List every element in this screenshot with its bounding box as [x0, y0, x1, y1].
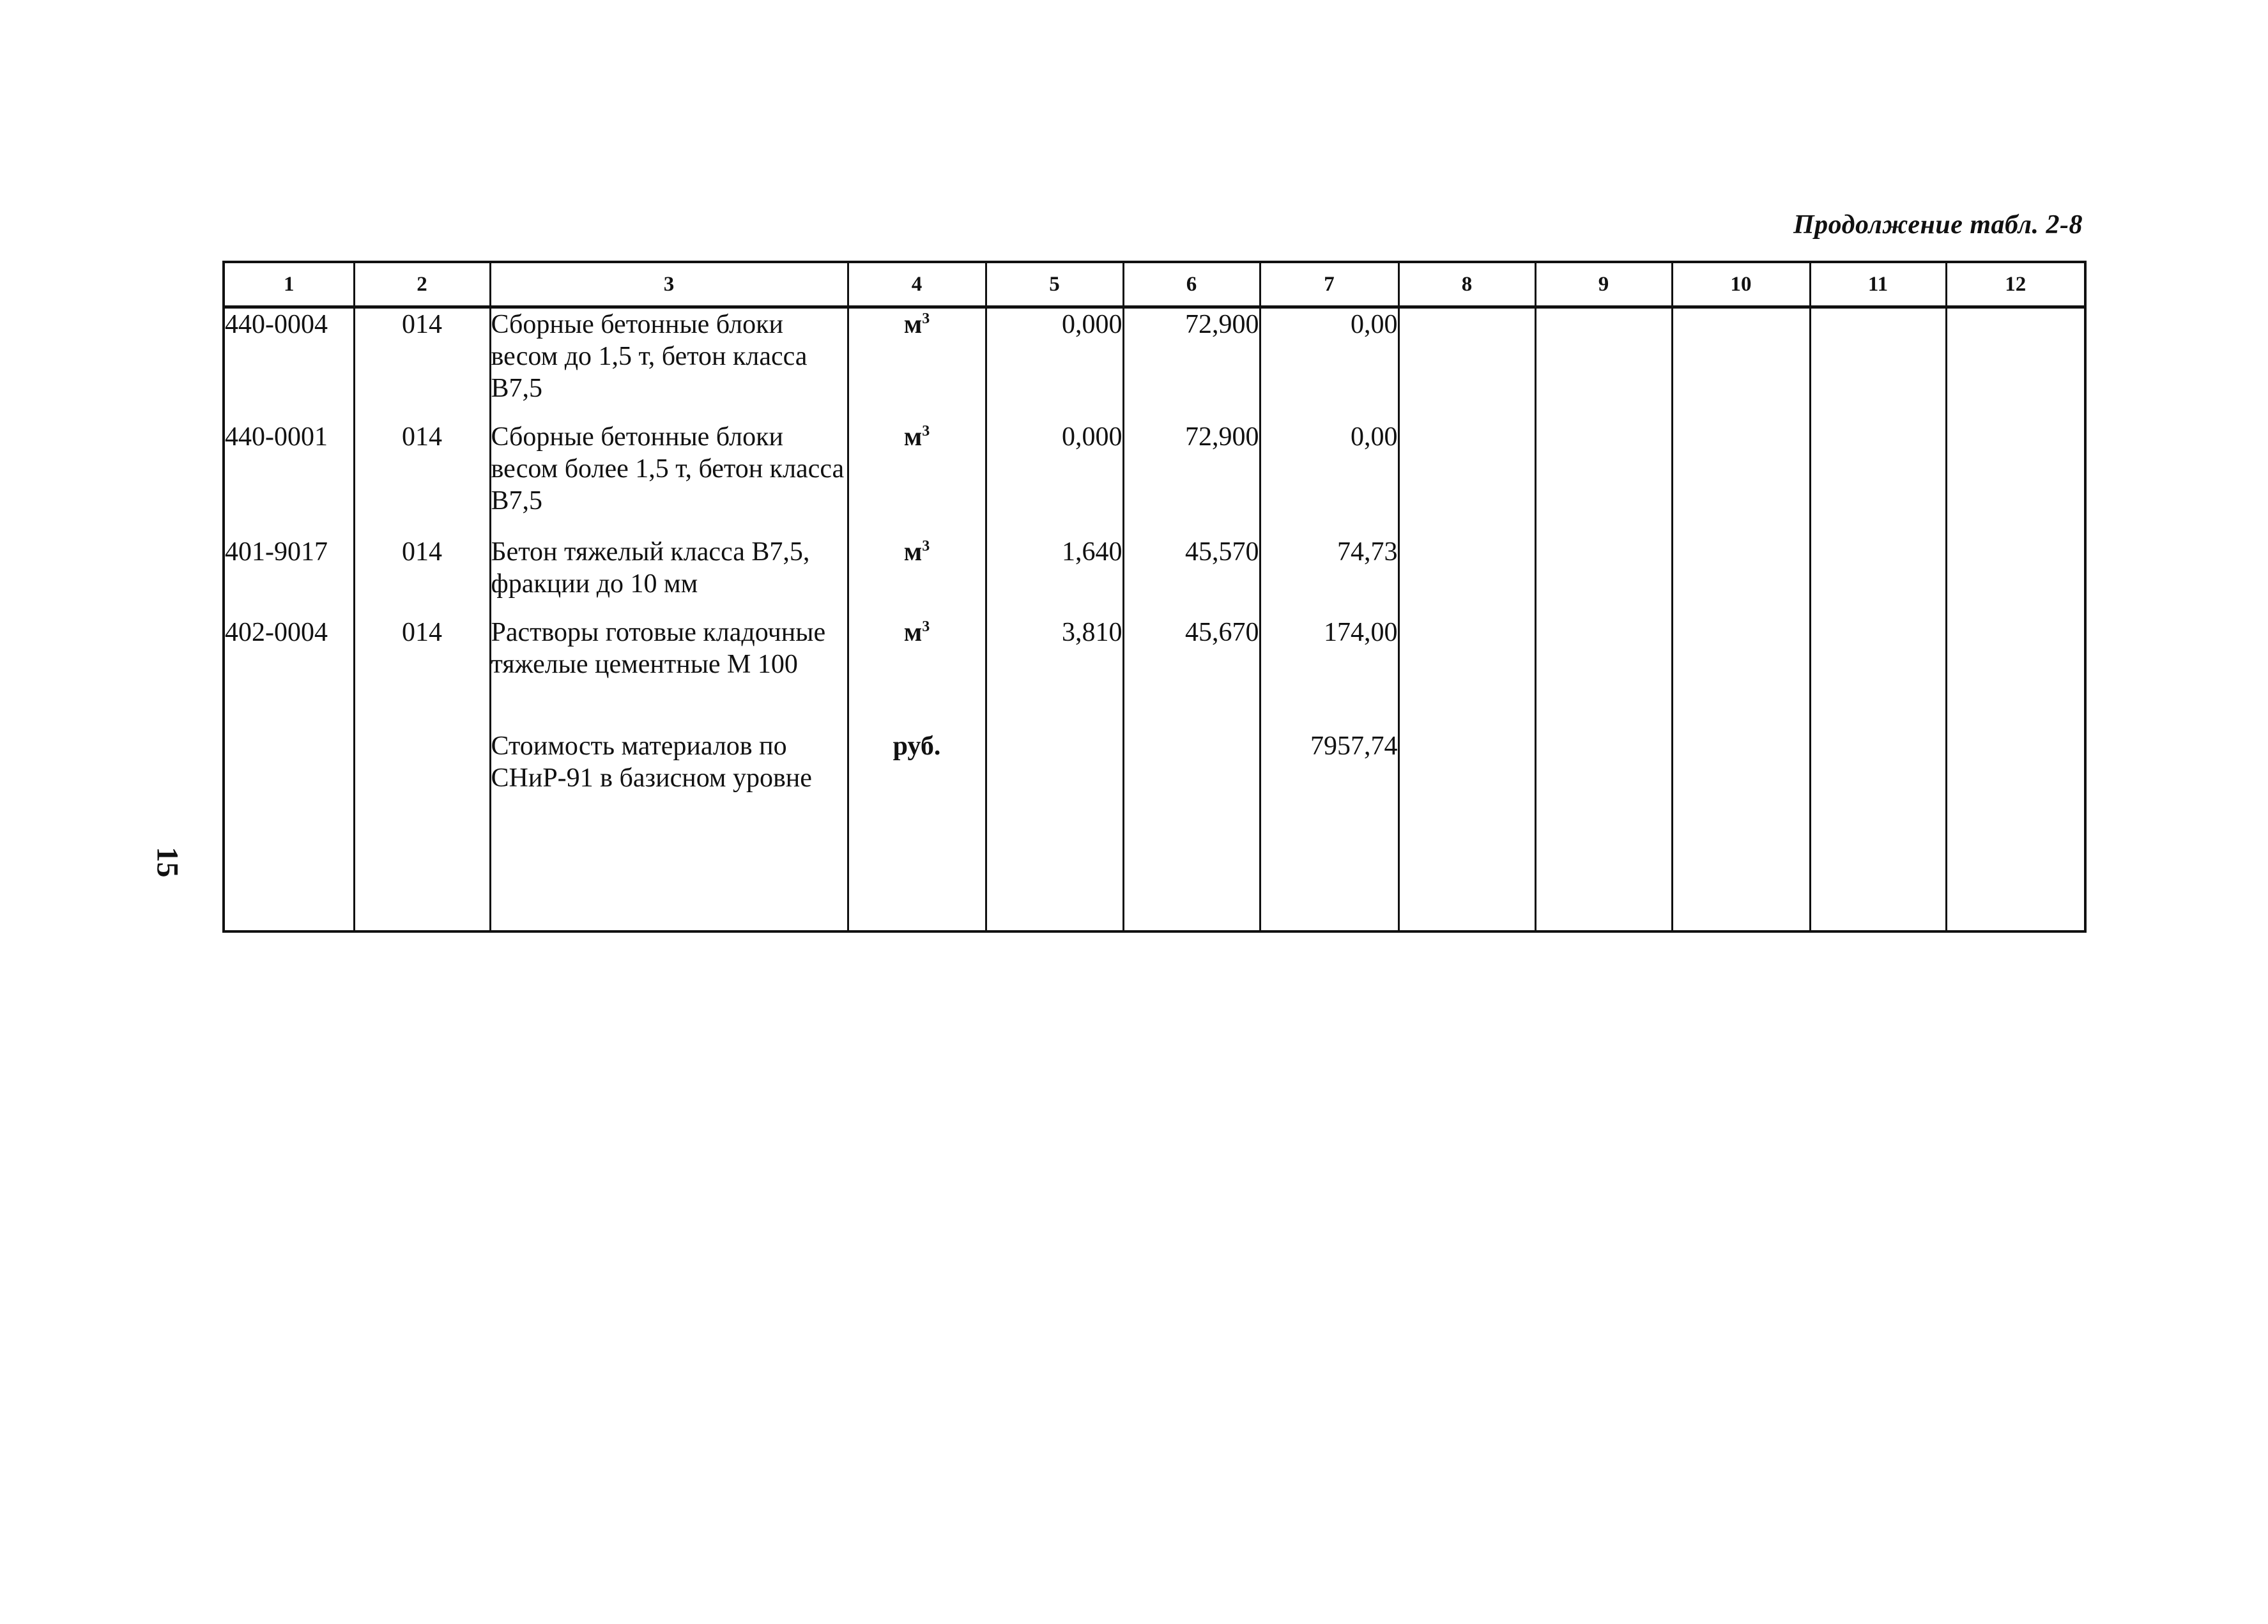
group-code: 014 — [354, 536, 490, 617]
table-row — [224, 536, 2085, 617]
resource-code — [224, 730, 354, 932]
column-header: 9 — [1535, 262, 1672, 307]
empty-cell — [1535, 730, 1672, 932]
quantity: 1,640 — [986, 536, 1123, 617]
column-header: 6 — [1123, 262, 1260, 307]
empty-cell — [1810, 307, 1946, 421]
empty-cell — [1398, 307, 1535, 421]
empty-cell — [1946, 730, 2085, 932]
unit-price: 45,570 — [1123, 536, 1260, 617]
group-code: 014 — [354, 421, 490, 536]
group-code: 014 — [354, 307, 490, 421]
resource-code: 440-0004 — [224, 307, 354, 421]
quantity: 0,000 — [986, 307, 1123, 421]
empty-cell — [1535, 421, 1672, 536]
empty-cell — [1672, 536, 1810, 617]
table-row — [224, 730, 2085, 932]
unit: руб. — [848, 730, 986, 932]
column-header: 1 — [224, 262, 354, 307]
empty-cell — [1946, 536, 2085, 617]
total-cost: 7957,74 — [1260, 730, 1398, 932]
resource-code: 402-0004 — [224, 617, 354, 730]
total-cost: 0,00 — [1260, 307, 1398, 421]
unit: $м^3$ — [848, 536, 986, 617]
resource-name: Сборные бетонные блоки весом более 1,5 т, бетон класса В7,5 — [490, 421, 848, 536]
empty-cell — [1810, 536, 1946, 617]
column-header: 2 — [354, 262, 490, 307]
empty-cell — [1535, 307, 1672, 421]
column-header: 10 — [1672, 262, 1810, 307]
empty-cell — [1398, 617, 1535, 730]
empty-cell — [1535, 536, 1672, 617]
empty-cell — [1535, 617, 1672, 730]
column-header: 5 — [986, 262, 1123, 307]
table-row — [224, 617, 2085, 730]
resource-code: 440-0001 — [224, 421, 354, 536]
resource-code: 401-9017 — [224, 536, 354, 617]
page-number: 15 — [150, 846, 185, 878]
column-header: 3 — [490, 262, 848, 307]
table-caption: Продолжение табл. 2-8 — [1793, 210, 2083, 240]
empty-cell — [1672, 421, 1810, 536]
column-header: 7 — [1260, 262, 1398, 307]
unit: $м^3$ — [848, 617, 986, 730]
empty-cell — [1398, 730, 1535, 932]
group-code — [354, 730, 490, 932]
table-row — [224, 421, 2085, 536]
materials-table — [222, 261, 2087, 933]
column-header: 11 — [1810, 262, 1946, 307]
resource-name: Растворы готовые кладочные тяжелые цементные М 100 — [490, 617, 848, 730]
resource-name: Сборные бетонные блоки весом до 1,5 т, бетон класса В7,5 — [490, 307, 848, 421]
empty-cell — [1810, 617, 1946, 730]
table-row — [224, 307, 2085, 421]
quantity: 3,810 — [986, 617, 1123, 730]
resource-name: Стоимость материалов по СНиР-91 в базисном уровне — [490, 730, 848, 932]
column-header: 8 — [1398, 262, 1535, 307]
resource-name: Бетон тяжелый класса В7,5, фракции до 10 мм — [490, 536, 848, 617]
empty-cell — [1672, 617, 1810, 730]
empty-cell — [1810, 421, 1946, 536]
total-cost: 174,00 — [1260, 617, 1398, 730]
empty-cell — [1810, 730, 1946, 932]
total-cost: 74,73 — [1260, 536, 1398, 617]
empty-cell — [1946, 307, 2085, 421]
empty-cell — [1672, 307, 1810, 421]
group-code: 014 — [354, 617, 490, 730]
unit: $м^3$ — [848, 421, 986, 536]
unit: $м^3$ — [848, 307, 986, 421]
unit-price: 45,670 — [1123, 617, 1260, 730]
empty-cell — [1946, 421, 2085, 536]
quantity — [986, 730, 1123, 932]
empty-cell — [1946, 617, 2085, 730]
unit-price: 72,900 — [1123, 307, 1260, 421]
empty-cell — [1398, 421, 1535, 536]
unit-price — [1123, 730, 1260, 932]
quantity: 0,000 — [986, 421, 1123, 536]
total-cost: 0,00 — [1260, 421, 1398, 536]
empty-cell — [1398, 536, 1535, 617]
column-header: 12 — [1946, 262, 2085, 307]
unit-price: 72,900 — [1123, 421, 1260, 536]
column-header: 4 — [848, 262, 986, 307]
header-row — [224, 262, 2085, 307]
empty-cell — [1672, 730, 1810, 932]
